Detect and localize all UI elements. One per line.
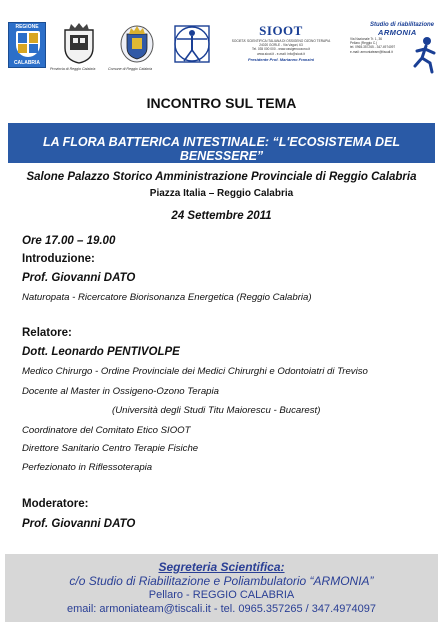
- speaker-label: Relatore:: [22, 327, 72, 339]
- intro-description: Naturopata - Ricercatore Biorisonanza Energetica (Reggio Calabria): [22, 292, 312, 303]
- provincia-caption: Provincia di Reggio Calabria: [50, 67, 96, 71]
- armonia-name: ARMONIA: [378, 28, 417, 37]
- sioot-line: SOCIETA' SCIENTIFICA ITALIANA DI OSSIGENO OZONO TERAPIA: [231, 39, 331, 43]
- topic-title: LA FLORA BATTERICA INTESTINALE: “L'ECOSISTEMA DEL BENESSERE”: [42, 135, 401, 163]
- logo-strip: [0, 0, 443, 82]
- sioot-logo: [222, 23, 340, 69]
- comune-caption: Comune di Reggio Calabria: [108, 67, 153, 71]
- speaker-detail: Perfezionato in Riflessoterapia: [22, 462, 153, 473]
- intro-label: Introduzione:: [22, 253, 95, 265]
- event-heading: INCONTRO SUL TEMA: [146, 95, 297, 111]
- sioot-line: Tel. 035 000 000 - www.ossigenoozono.it: [252, 47, 310, 52]
- armonia-studio: Studio di riabilitazione: [370, 22, 435, 28]
- armonia-line: Via Nazionale Tr. 1, 36: [350, 37, 383, 41]
- sioot-president: Presidente Prof. Marianno Franzini: [247, 56, 314, 62]
- armonia-line: e-mail: armoniateam@tiscali.it: [350, 49, 393, 54]
- armonia-line: tel. 0965.357265 - 347.4974097: [350, 45, 396, 50]
- speaker-detail: (Università degli Studi Titu Maiorescu - Bucarest): [112, 405, 321, 416]
- speaker-detail: Coordinatore del Comitato Etico SIOOT: [22, 425, 191, 436]
- provincia-crest-icon: [61, 22, 97, 64]
- armonia-line: Pellaro (Reggio C.): [350, 41, 378, 46]
- regione-calabria-logo: [8, 22, 46, 68]
- speaker-detail: Medico Chirurgo - Ordine Provinciale dei Medici Chirurghi e Odontoiatri di Treviso: [22, 366, 368, 377]
- comune-crest-icon: [118, 22, 156, 64]
- footer-location: Pellaro - REGGIO CALABRIA: [148, 589, 295, 601]
- regione-logo-top: REGIONE: [15, 24, 39, 30]
- moderator-label: Moderatore:: [22, 498, 89, 510]
- runner-icon: [410, 36, 440, 74]
- footer-contacts: email: armoniateam@tiscali.it - tel. 0965.357265 / 347.4974097: [67, 603, 376, 615]
- intro-speaker: Prof. Giovanni DATO: [22, 272, 136, 284]
- sioot-line: www.sioot.it - e-mail: info@sioot.it: [257, 51, 305, 56]
- footer-organization: c/o Studio di Riabilitazione e Poliambulatorio “ARMONIA”: [69, 574, 374, 588]
- regione-logo-name: CALABRIA: [13, 60, 41, 66]
- event-date: 24 Settembre 2011: [171, 210, 272, 222]
- regione-shield-icon: [16, 31, 40, 57]
- armonia-logo: [348, 22, 440, 78]
- venue-address: Piazza Italia – Reggio Calabria: [149, 188, 294, 199]
- event-time: Ore 17.00 – 19.00: [22, 235, 116, 247]
- secretariat-footer: [5, 554, 438, 622]
- sioot-line: 24020 GORLE - Via Vaguri, 63: [259, 43, 303, 48]
- speaker-detail: Direttore Sanitario Centro Terapie Fisiche: [22, 443, 199, 454]
- speaker-name: Dott. Leonardo PENTIVOLPE: [22, 346, 180, 358]
- moderator-name: Prof. Giovanni DATO: [22, 518, 136, 530]
- vitruvian-man-icon: [172, 22, 212, 66]
- topic-banner: [8, 123, 435, 163]
- sioot-title: SIOOT: [259, 23, 303, 38]
- footer-title: Segreteria Scientifica:: [158, 560, 285, 574]
- speaker-detail: Docente al Master in Ossigeno-Ozono Terapia: [22, 386, 219, 397]
- venue: Salone Palazzo Storico Amministrazione Provinciale di Reggio Calabria: [26, 171, 417, 183]
